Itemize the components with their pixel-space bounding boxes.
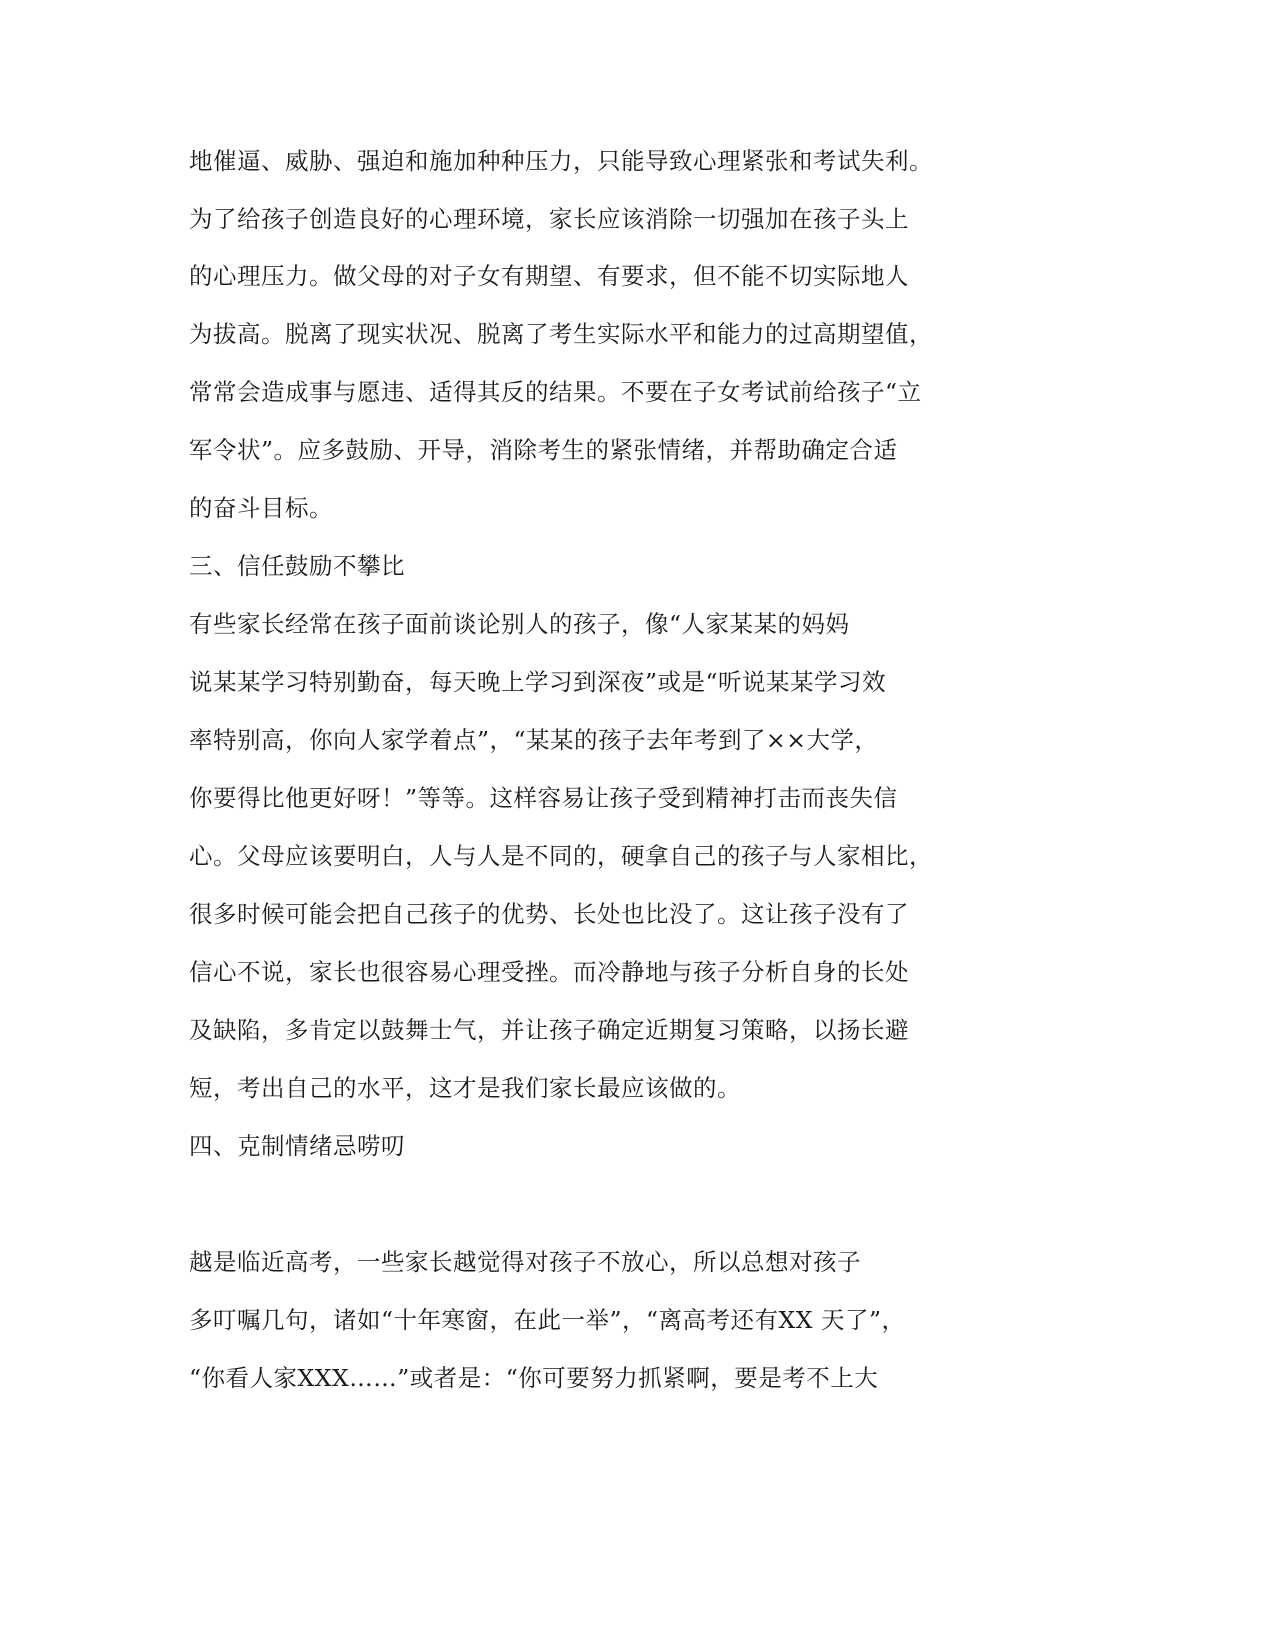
paragraph-line: 很多时候可能会把自己孩子的优势、长处也比没了。这让孩子没有了 <box>189 900 909 928</box>
paragraph-line: 信心不说，家长也很容易心理受挫。而冷静地与孩子分析自身的长处 <box>189 958 909 986</box>
paragraph-line: 的心理压力。做父母的对子女有期望、有要求，但不能不切实际地人 <box>189 262 909 290</box>
paragraph-line: 常常会造成事与愿违、适得其反的结果。不要在子女考试前给孩子“立 <box>189 378 922 406</box>
paragraph-line: 心。父母应该要明白，人与人是不同的，硬拿自己的孩子与人家相比， <box>189 842 933 870</box>
paragraph-line: 为了给孩子创造良好的心理环境，家长应该消除一切强加在孩子头上 <box>189 205 909 233</box>
paragraph-line: 地催逼、威胁、强迫和施加种种压力，只能导致心理紧张和考试失利。 <box>189 147 933 175</box>
paragraph-line: 的奋斗目标。 <box>189 494 333 522</box>
paragraph-line: 有些家长经常在孩子面前谈论别人的孩子，像“人家某某的妈妈 <box>189 610 850 638</box>
paragraph-line: “你看人家XXX……”或者是：“你可要努力抓紧啊，要是考不上大 <box>189 1364 879 1392</box>
paragraph-line: 说某某学习特别勤奋，每天晚上学习到深夜”或是“听说某某学习效 <box>189 668 887 696</box>
paragraph-line: 率特别高，你向人家学着点”，“某某的孩子去年考到了××大学， <box>189 726 879 754</box>
paragraph-line: 军令状”。应多鼓励、开导，消除考生的紧张情绪，并帮助确定合适 <box>189 436 898 464</box>
paragraph-line: 多叮嘱几句，诸如“十年寒窗，在此一举”，“离高考还有XX 天了”， <box>189 1306 906 1334</box>
paragraph-line: 短，考出自己的水平，这才是我们家长最应该做的。 <box>189 1074 741 1102</box>
paragraph-line: 越是临近高考，一些家长越觉得对孩子不放心，所以总想对孩子 <box>189 1248 861 1276</box>
section-heading: 三、信任鼓励不攀比 <box>189 552 405 580</box>
section-heading: 四、克制情绪忌唠叨 <box>189 1132 405 1160</box>
paragraph-line: 及缺陷，多肯定以鼓舞士气，并让孩子确定近期复习策略，以扬长避 <box>189 1016 909 1044</box>
paragraph-line: 你要得比他更好呀！”等等。这样容易让孩子受到精神打击而丧失信 <box>189 784 898 812</box>
paragraph-line: 为拔高。脱离了现实状况、脱离了考生实际水平和能力的过高期望值， <box>189 320 933 348</box>
